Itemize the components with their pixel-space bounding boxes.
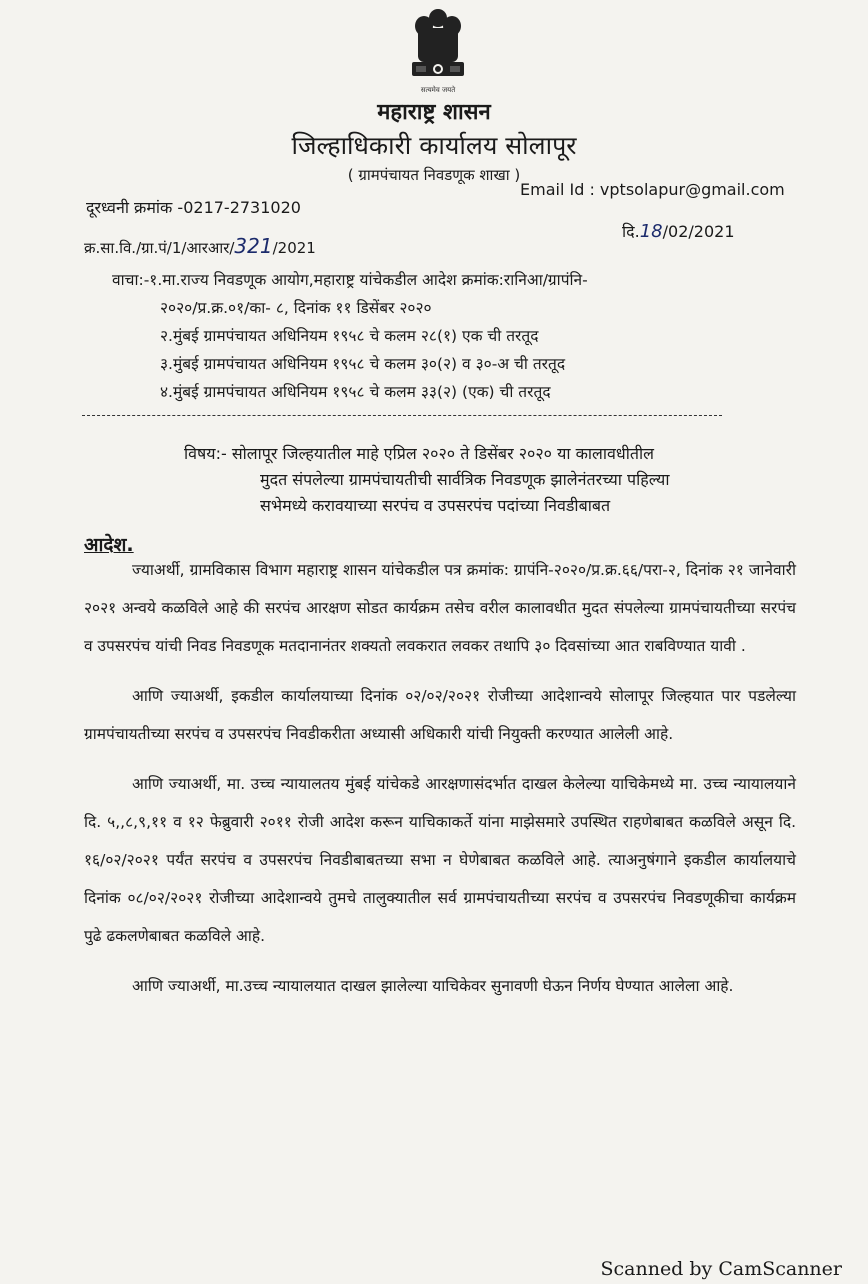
order-paragraph: आणि ज्याअर्थी, मा. उच्च न्यायालतय मुंबई यांचेकडे आरक्षणासंदर्भात दाखल केलेल्या याचिकेमध्ये मा. उच्च न्यायालयाने दि. ५,,८,९,११ व १२ फेब्रुवारी २०११ रोजी आदेश करून याचिकाकर्ते यांना माझेसमारे उपस्थित राहणेबाबत कळविले असून दि. १६/०२/२०२१ पर्यंत सरपंच व उपसरपंच निवडीबाबतच्या सभा न घेणेबाबत कळविले आहे. त्याअनुषंगाने इकडील कार्यालयाचे दिनांक ०८/०२/२०२१ रोजीच्या आदेशान्वये तुमचे तालुक्यातील सर्व ग्रामपंचायतीच्या सरपंच व उपसरपंच निवडणूकीचा कार्यक्रम पुढे ढकलणेबाबत कळविले आहे. (84, 775, 796, 945)
handwritten-number: 321 (234, 234, 273, 258)
order-paragraph: आणि ज्याअर्थी, इकडील कार्यालयाच्या दिनांक ०२/०२/२०२१ रोजीच्या आदेशान्वये सोलापूर जिल्हयात पार पडलेल्या ग्रामपंचायतीच्या सरपंच व उपसरपंच निवडीकरीता अध्यासी अधिकारी यांची नियुक्ती करण्यात आलेली आहे. (84, 687, 796, 743)
reference-item: २.मुंबई ग्रामपंचायत अधिनियम १९५८ चे कलम २८(१) एक ची तरतूद (160, 327, 539, 345)
reference-item: ४.मुंबई ग्रामपंचायत अधिनियम १९५८ चे कलम ३३(२) (एक) ची तरतूद (160, 383, 551, 401)
order-heading: आदेश. (84, 534, 134, 556)
order-paragraph: ज्याअर्थी, ग्रामविकास विभाग महाराष्ट्र शासन यांचेकडील पत्र क्रमांक: ग्रापंनि-२०२०/प्र.क्र.६६/परा-२, दिनांक २१ जानेवारी २०२१ अन्वये कळविले आहे की सरपंच आरक्षण सोडत कार्यक्रम तसेच वरील कालावधीत मुदत संपलेल्या ग्रामपंचायतीच्या सरपंच व उपसरपंच यांची निवड निवडणूक मतदानानंतर शक्यतो लवकरात लवकर तथापि ३० दिवसांच्या आत राबविण्यात यावी . (84, 561, 796, 655)
subject-block (184, 441, 804, 519)
office-name: जिल्हाधिकारी कार्यालय सोलापूर (291, 131, 577, 160)
subject-line: मुदत संपलेल्या ग्रामपंचायतीची सार्वत्रिक निवडणूक झालेनंतरच्या पहिल्या (260, 470, 670, 489)
branch-name: ( ग्रामपंचायत निवडणूक शाखा ) (347, 166, 521, 184)
reference-item: वाचा:-१.मा.राज्य निवडणूक आयोग,महाराष्ट्र यांचेकडील आदेश क्रमांक:रानिआ/ग्रापंनि- (112, 271, 588, 289)
email-address: Email Id : vptsolapur@gmail.com (520, 180, 785, 199)
reference-number: क्र.सा.वि./ग्रा.पं/1/आरआर/321/2021 (84, 234, 316, 258)
handwritten-day: 18 (639, 221, 663, 242)
dashed-divider (82, 415, 722, 416)
letter-date: दि.18/02/2021 (622, 221, 735, 242)
subject-line: विषय:- सोलापूर जिल्हयातील माहे एप्रिल २०२० ते डिसेंबर २०२० या कालावधीतील (184, 444, 654, 463)
emblem-motto: सत्यमेव जयते (420, 86, 456, 94)
state-emblem-icon (402, 6, 474, 102)
order-paragraph: आणि ज्याअर्थी, मा.उच्च न्यायालयात दाखल झालेल्या याचिकेवर सुनावणी घेऊन निर्णय घेण्यात आलेला आहे. (132, 977, 734, 995)
reference-list (112, 266, 812, 406)
scanner-watermark: Scanned by CamScanner (600, 1258, 842, 1280)
government-name: महाराष्ट्र शासन (377, 100, 491, 125)
reference-item: २०२०/प्र.क्र.०१/का- ८, दिनांक ११ डिसेंबर २०२० (160, 299, 432, 317)
subject-line: सभेमध्ये करावयाच्या सरपंच व उपसरपंच पदांच्या निवडीबाबत (260, 496, 611, 515)
phone-number: दूरध्वनी क्रमांक -0217-2731020 (86, 198, 301, 217)
reference-item: ३.मुंबई ग्रामपंचायत अधिनियम १९५८ चे कलम ३०(२) व ३०-अ ची तरतूद (160, 355, 566, 373)
order-body (84, 551, 796, 1017)
